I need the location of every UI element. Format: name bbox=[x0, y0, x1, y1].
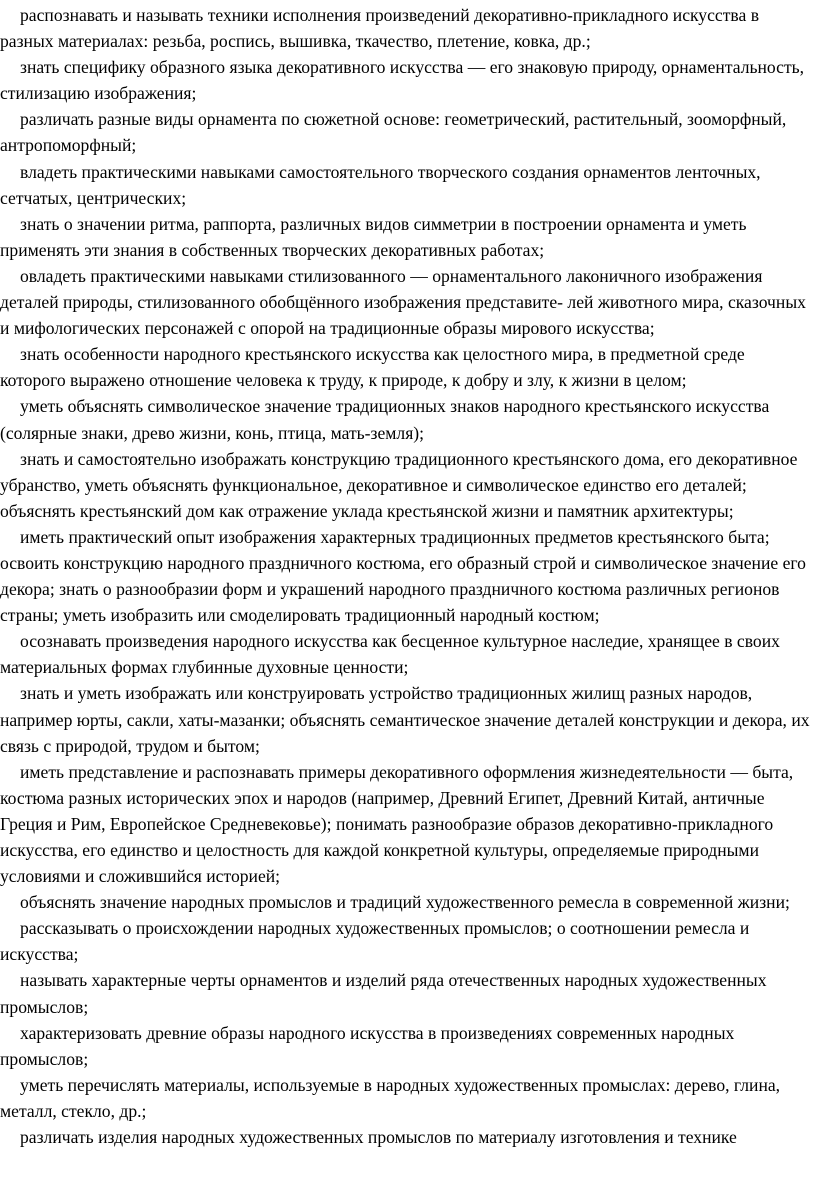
paragraph-3: различать разные виды орнамента по сюжетной основе: геометрический, растительный, зооморфный, антропоморфный; bbox=[0, 109, 787, 156]
paragraph-5: знать о значении ритма, раппорта, различных видов симметрии в построении орнамента и уметь применять эти знания в собственных творческих декоративных работах; bbox=[0, 213, 747, 260]
paragraph-6: овладеть практическими навыками стилизованного — орнаментального лаконичного изображения деталей природы, стилизованного обобщённого изображения представите- лей животного мира, сказочных и мифологических персонажей с опорой на традиционные образы мирового искусства; bbox=[0, 265, 806, 339]
paragraph-9: знать и самостоятельно изображать конструкцию традиционного крестьянского дома, его декоративное убранство, уметь объяснять функциональное, декоративное и символическое единство его деталей; объяснять крестьянский дом как отражение уклада крестьянской жизни и памятник архитектуры; bbox=[0, 448, 798, 521]
paragraph-1: распознавать и называть техники исполнения произведений декоративно-прикладного искусства в разных материалах: резьба, роспись, вышивка, ткачество, плетение, ковка, др.; bbox=[0, 5, 759, 52]
paragraph-18: уметь перечислять материалы, используемые в народных художественных промыслах: дерево, глина, металл, стекло, др.; bbox=[0, 1074, 781, 1121]
paragraph-13: иметь представление и распознавать примеры декоративного оформления жизнедеятельности — быта, костюма разных исторических эпох и народов (например, Древний Египет, Древний Китай, античные Греция и Рим, Европейское Средневековье); понимать разнообразие образов декоративно-прикладного искусства, его единство и целостность для каждой конкретной культуры, определяемые природными условиями и сложившийся историей; bbox=[0, 761, 794, 887]
paragraph-10: иметь практический опыт изображения характерных традиционных предметов крестьянского быта; освоить конструкцию народного праздничного костюма, его образный строй и символическое значение его декора; знать о разнообразии форм и украшений народного праздничного костюма различных регионов страны; уметь изобразить или смоделировать традиционный народный костюм; bbox=[0, 526, 806, 626]
paragraph-11: осознавать произведения народного искусства как бесценное культурное наследие, хранящее в своих материальных формах глубинные духовные ценности; bbox=[0, 631, 780, 678]
paragraph-7: знать особенности народного крестьянского искусства как целостного мира, в предметной среде которого выражено отношение человека к труду, к природе, к добру и злу, к жизни в целом; bbox=[0, 344, 745, 391]
paragraph-4: владеть практическими навыками самостоятельного творческого создания орнаментов ленточных, сетчатых, центрических; bbox=[0, 161, 761, 208]
paragraph-12: знать и уметь изображать или конструировать устройство традиционных жилищ разных народов, например юрты, сакли, хаты-мазанки; объяснять семантическое значение деталей конструкции и декора, их связь с природой, трудом и бытом; bbox=[0, 683, 810, 756]
paragraph-16: называть характерные черты орнаментов и изделий ряда отечественных народных художественных промыслов; bbox=[0, 970, 767, 1017]
paragraph-15: рассказывать о происхождении народных художественных промыслов; о соотношении ремесла и искусства; bbox=[0, 918, 750, 965]
paragraph-8: уметь объяснять символическое значение традиционных знаков народного крестьянского искусства (солярные знаки, древо жизни, конь, птица, мать-земля); bbox=[0, 396, 770, 443]
paragraph-14: объяснять значение народных промыслов и традиций художественного ремесла в современной жизни; bbox=[20, 892, 790, 913]
paragraph-19: различать изделия народных художественных промыслов по материалу изготовления и технике bbox=[20, 1127, 737, 1148]
paragraph-17: характеризовать древние образы народного искусства в произведениях современных народных промыслов; bbox=[0, 1022, 735, 1069]
paragraph-2: знать специфику образного языка декоративного искусства — его знаковую природу, орнаментальность, стилизацию изображения; bbox=[0, 57, 805, 104]
